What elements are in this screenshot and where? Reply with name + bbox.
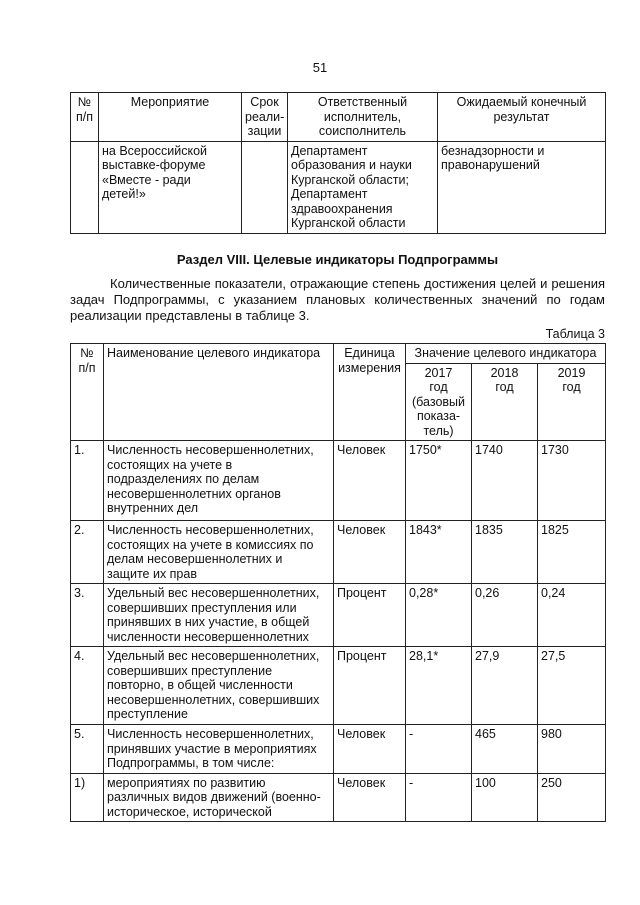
indicator-name bbox=[104, 725, 334, 774]
header-number bbox=[71, 344, 104, 441]
text-line: Удельный вес несовершеннолетних, bbox=[107, 649, 320, 663]
text-line: образования и науки bbox=[291, 158, 412, 172]
indicator-value-2018: 100 bbox=[472, 773, 538, 822]
indicator-number: 5. bbox=[71, 725, 104, 774]
indicator-unit: Человек bbox=[334, 521, 406, 584]
header-number bbox=[71, 93, 99, 142]
header-year-2018 bbox=[472, 363, 538, 441]
indicator-unit: Процент bbox=[334, 584, 406, 647]
text-line: 2017 bbox=[424, 365, 453, 380]
indicator-value-2019: 980 bbox=[538, 725, 606, 774]
text-line: Ожидаемый конечный bbox=[456, 95, 587, 109]
indicator-number: 1) bbox=[71, 773, 104, 822]
text-line: Численность несовершеннолетних, bbox=[107, 523, 314, 537]
indicator-unit: Человек bbox=[334, 773, 406, 822]
header-event bbox=[99, 93, 242, 142]
indicator-value-2017: 1750* bbox=[406, 441, 472, 521]
activities-table-continued bbox=[70, 92, 606, 234]
text-line: принявших в них участие, в общей bbox=[107, 615, 310, 629]
text-line: правонарушений bbox=[441, 158, 540, 172]
indicator-name bbox=[104, 584, 334, 647]
header-indicator-value: Значение целевого индикатора bbox=[406, 344, 606, 364]
text-line: Численность несовершеннолетних, bbox=[107, 443, 314, 457]
text-line: Департамент bbox=[291, 187, 368, 201]
text-line: тель) bbox=[423, 423, 454, 438]
indicator-number: 4. bbox=[71, 647, 104, 725]
text-line: Курганской области; bbox=[291, 172, 409, 187]
text-line: на Всероссийской bbox=[102, 143, 208, 158]
text-line: состоящих на учете в комиссиях по bbox=[107, 537, 314, 552]
text-line: несовершеннолетних, совершивших bbox=[107, 692, 320, 707]
header-unit bbox=[334, 344, 406, 441]
text-line: год bbox=[429, 380, 448, 394]
activities-header-row bbox=[71, 93, 606, 142]
indicators-header-row-1 bbox=[71, 344, 606, 364]
text-line: 2018 bbox=[490, 365, 519, 380]
text-line: соисполнитель bbox=[318, 124, 407, 138]
indicator-number: 1. bbox=[71, 441, 104, 521]
indicator-value-2018: 1740 bbox=[472, 441, 538, 521]
text-line: Ответственный bbox=[317, 95, 408, 109]
text-line: № bbox=[80, 346, 94, 360]
intro-paragraph: Количественные показатели, отражающие степень достижения целей и решения задач Подпрограммы, с указанием плановых количественных значений по годам реализации представлены в таблице 3. bbox=[70, 276, 605, 323]
text-line: год bbox=[495, 380, 514, 394]
indicator-value-2018: 1835 bbox=[472, 521, 538, 584]
header-result bbox=[438, 93, 606, 142]
activity-event bbox=[99, 141, 242, 233]
text-line: Удельный вес несовершеннолетних, bbox=[107, 586, 320, 600]
indicator-name bbox=[104, 773, 334, 822]
text-line: мероприятиях по развитию bbox=[107, 775, 266, 790]
indicator-value-2017: - bbox=[406, 725, 472, 774]
text-line: реали- bbox=[245, 109, 285, 124]
text-line: преступление bbox=[107, 707, 188, 721]
text-line: п/п bbox=[78, 360, 96, 375]
text-line: здравоохранения bbox=[291, 201, 393, 216]
text-line: безнадзорности и bbox=[441, 143, 545, 158]
header-year-2019 bbox=[538, 363, 606, 441]
indicator-value-2019: 27,5 bbox=[538, 647, 606, 725]
header-term bbox=[242, 93, 288, 142]
indicator-value-2018: 465 bbox=[472, 725, 538, 774]
table-label: Таблица 3 bbox=[545, 327, 605, 341]
text-line: историческое, исторической bbox=[107, 804, 272, 819]
text-line: состоящих на учете в bbox=[107, 457, 233, 472]
indicator-row bbox=[71, 647, 606, 725]
indicator-name bbox=[104, 521, 334, 584]
indicator-row bbox=[71, 441, 606, 521]
text-line: делам несовершеннолетних и bbox=[107, 552, 283, 566]
text-line: показа- bbox=[416, 409, 461, 423]
target-indicators-table bbox=[70, 343, 606, 822]
text-line: несовершеннолетних органов bbox=[107, 486, 281, 501]
text-line: принявших участие в мероприятиях bbox=[107, 741, 317, 756]
indicator-value-2019: 1730 bbox=[538, 441, 606, 521]
indicator-number: 2. bbox=[71, 521, 104, 584]
indicator-value-2017: 1843* bbox=[406, 521, 472, 584]
indicator-value-2019: 250 bbox=[538, 773, 606, 822]
indicator-name bbox=[104, 647, 334, 725]
text-line: подразделениях по делам bbox=[107, 472, 260, 486]
indicator-number: 3. bbox=[71, 584, 104, 647]
indicator-value-2018: 27,9 bbox=[472, 647, 538, 725]
text-line: год bbox=[562, 380, 581, 394]
text-line: выставке-форуме bbox=[102, 158, 206, 172]
indicator-unit: Человек bbox=[334, 441, 406, 521]
text-line: повторно, в общей численности bbox=[107, 678, 293, 692]
indicators-body bbox=[71, 441, 606, 822]
text-line: п/п bbox=[75, 109, 93, 124]
indicator-value-2017: - bbox=[406, 773, 472, 822]
text-line: совершивших преступление bbox=[107, 663, 273, 678]
indicator-row bbox=[71, 725, 606, 774]
indicator-value-2019: 1825 bbox=[538, 521, 606, 584]
header-responsible bbox=[288, 93, 438, 142]
activity-result bbox=[438, 141, 606, 233]
text-line: 2019 bbox=[557, 365, 586, 380]
activity-number bbox=[71, 141, 99, 233]
text-line: совершивших преступления или bbox=[107, 600, 297, 615]
text-line: Подпрограммы, в том числе: bbox=[107, 756, 275, 770]
text-line: различных видов движений (военно- bbox=[107, 790, 321, 804]
indicator-value-2019: 0,24 bbox=[538, 584, 606, 647]
text-line: внутренних дел bbox=[107, 501, 199, 515]
activity-term bbox=[242, 141, 288, 233]
activity-responsible bbox=[288, 141, 438, 233]
activities-row bbox=[71, 141, 606, 233]
text-line: Курганской области bbox=[291, 216, 406, 230]
text-line: детей!» bbox=[102, 187, 146, 201]
text-line: Единица bbox=[344, 346, 395, 360]
indicator-row bbox=[71, 773, 606, 822]
indicator-value-2017: 0,28* bbox=[406, 584, 472, 647]
text-line: измерения bbox=[338, 360, 401, 375]
text-line: Мероприятие bbox=[130, 95, 210, 109]
text-line: зации bbox=[247, 124, 282, 138]
indicator-name bbox=[104, 441, 334, 521]
page-number: 51 bbox=[312, 60, 328, 75]
text-line: Департамент bbox=[291, 143, 368, 158]
text-line: исполнитель, bbox=[323, 109, 402, 124]
indicator-row bbox=[71, 584, 606, 647]
indicator-value-2017: 28,1* bbox=[406, 647, 472, 725]
text-line: защите их прав bbox=[107, 566, 197, 581]
section-title: Раздел VIII. Целевые индикаторы Подпрограммы bbox=[176, 252, 499, 267]
text-line: «Вместе - ради bbox=[102, 172, 191, 187]
text-line: результат bbox=[493, 109, 550, 124]
header-year-2017 bbox=[406, 363, 472, 441]
text-line: № bbox=[77, 95, 92, 109]
indicator-value-2018: 0,26 bbox=[472, 584, 538, 647]
text-line: (базовый bbox=[412, 394, 465, 409]
indicator-unit: Человек bbox=[334, 725, 406, 774]
text-line: Срок bbox=[250, 95, 279, 109]
indicator-row bbox=[71, 521, 606, 584]
indicator-unit: Процент bbox=[334, 647, 406, 725]
text-line: Численность несовершеннолетних, bbox=[107, 727, 314, 741]
text-line: численности несовершеннолетних bbox=[107, 629, 309, 644]
header-indicator-name: Наименование целевого индикатора bbox=[104, 344, 334, 441]
